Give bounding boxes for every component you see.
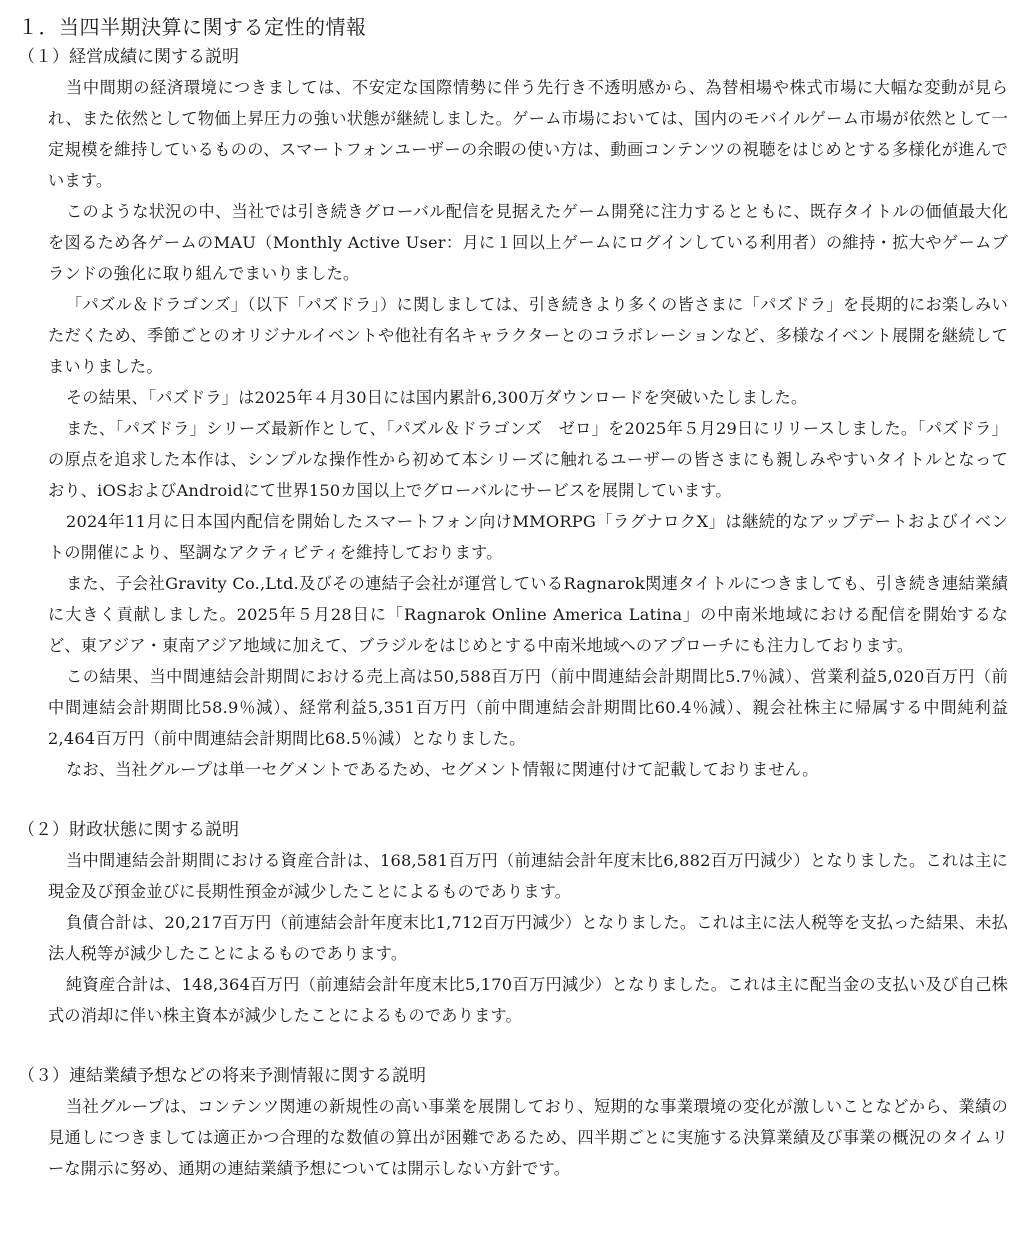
paragraph: このような状況の中、当社では引き続きグローバル配信を見据えたゲーム開発に注力するとともに、既存タイトルの価値最大化を図るため各ゲームのMAU（Monthly Active User：月に１回以上ゲームにログインしている利用者）の維持・拡大やゲームブランドの強化に取り組んでまいりました。	[48, 202, 1008, 283]
paragraph: 純資産合計は、148,364百万円（前連結会計年度末比5,170百万円減少）となりました。これは主に配当金の支払い及び自己株式の消却に伴い株主資本が減少したことによるものであります。	[48, 975, 1008, 1025]
section-business-results	[18, 42, 1008, 785]
paragraph: また、「パズドラ」シリーズ最新作として、「パズル＆ドラゴンズ ゼロ」を2025年５月29日にリリースしました。「パズドラ」の原点を追求した本作は、シンプルな操作性から初めて本シリーズに触れるユーザーの皆さまにも親しみやすいタイトルとなっており、iOSおよびAndroidにて世界150カ国以上でグローバルにサービスを展開しています。	[48, 419, 1008, 500]
paragraph: また、子会社Gravity Co.,Ltd.及びその連結子会社が運営しているRagnarok関連タイトルにつきましても、引き続き連結業績に大きく貢献しました。2025年５月28日に「Ragnarok Online America Latina」の中南米地域における配信を開始するなど、東アジア・東南アジア地域に加えて、ブラジルをはじめとする中南米地域へのアプローチにも注力しております。	[48, 574, 1008, 655]
paragraph: 当中間期の経済環境につきましては、不安定な国際情勢に伴う先行き不透明感から、為替相場や株式市場に大幅な変動が見られ、また依然として物価上昇圧力の強い状態が継続しました。ゲーム市場においては、国内のモバイルゲーム市場が依然として一定規模を維持しているものの、スマートフォンユーザーの余暇の使い方は、動画コンテンツの視聴をはじめとする多様化が進んでいます。	[48, 78, 1008, 190]
paragraph: 2024年11月に日本国内配信を開始したスマートフォン向けMMORPG「ラグナロクX」は継続的なアップデートおよびイベントの開催により、堅調なアクティビティを維持しております。	[48, 512, 1008, 562]
section-spacer	[18, 785, 1008, 815]
paragraph: 負債合計は、20,217百万円（前連結会計年度末比1,712百万円減少）となりました。これは主に法人税等を支払った結果、未払法人税等が減少したことによるものであります。	[48, 913, 1008, 963]
paragraph: この結果、当中間連結会計期間における売上高は50,588百万円（前中間連結会計期間比5.7％減）、営業利益5,020百万円（前中間連結会計期間比58.9％減）、経常利益5,351百万円（前中間連結会計期間比60.4％減）、親会社株主に帰属する中間純利益2,464百万円（前中間連結会計期間比68.5％減）となりました。	[48, 667, 1008, 748]
document-title: １．当四半期決算に関する定性的情報	[18, 15, 367, 39]
section-financial-position	[18, 815, 1008, 1031]
section-heading: （３）連結業績予想などの将来予測情報に関する説明	[18, 1066, 426, 1086]
paragraph: その結果、「パズドラ」は2025年４月30日には国内累計6,300万ダウンロードを突破いたしました。	[66, 388, 808, 407]
section-spacer	[18, 1031, 1008, 1061]
paragraph: 当中間連結会計期間における資産合計は、168,581百万円（前連結会計年度末比6,882百万円減少）となりました。これは主に現金及び預金並びに長期性預金が減少したことによるものであります。	[48, 851, 1008, 901]
section-forecast	[18, 1061, 1008, 1184]
paragraph: なお、当社グループは単一セグメントであるため、セグメント情報に関連付けて記載しておりません。	[66, 760, 819, 779]
section-heading: （１）経営成績に関する説明	[18, 47, 239, 67]
paragraph: 当社グループは、コンテンツ関連の新規性の高い事業を展開しており、短期的な事業環境の変化が激しいことなどから、業績の見通しにつきましては適正かつ合理的な数値の算出が困難であるため、四半期ごとに実施する決算業績及び事業の概況のタイムリーな開示に努め、通期の連結業績予想については開示しない方針です。	[48, 1097, 1008, 1178]
section-heading: （２）財政状態に関する説明	[18, 820, 239, 840]
paragraph: 「パズル＆ドラゴンズ」（以下「パズドラ」）に関しましては、引き続きより多くの皆さまに「パズドラ」を長期的にお楽しみいただくため、季節ごとのオリジナルイベントや他社有名キャラクターとのコラボレーションなど、多様なイベント展開を継続してまいりました。	[48, 295, 1008, 376]
